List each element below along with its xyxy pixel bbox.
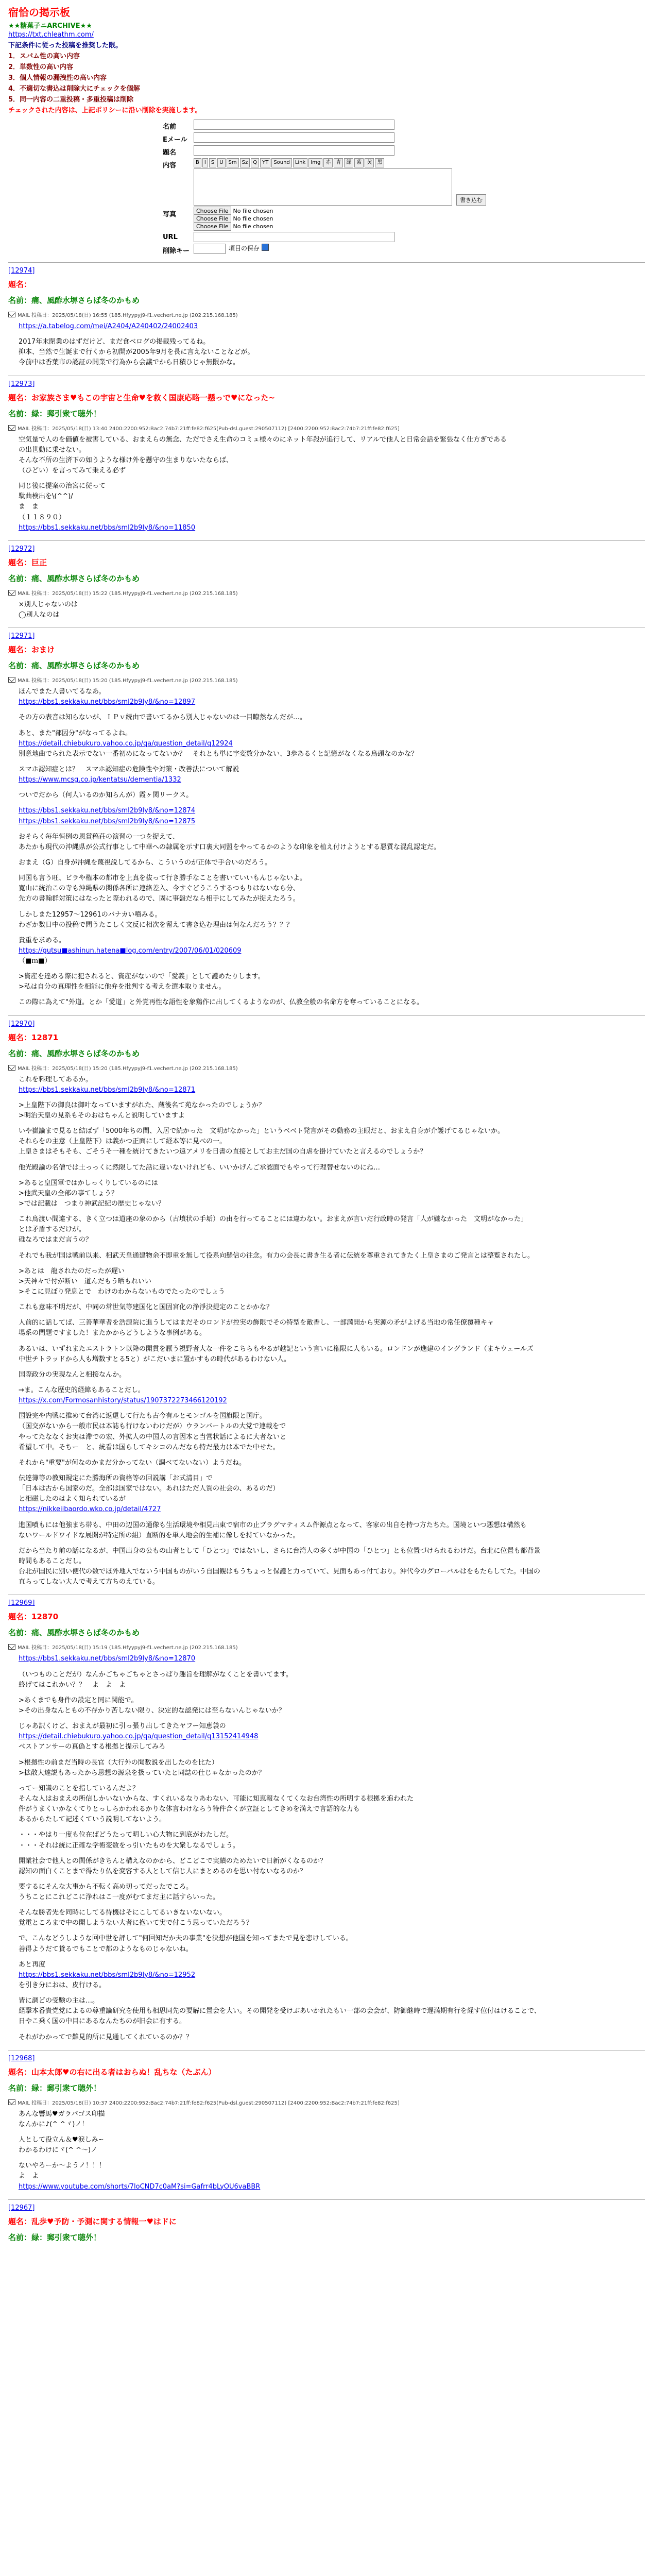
post-title: 題名：乱歩♥予防・予測に関する情報一♥はドに: [8, 2216, 177, 2226]
paragraph-gap: [19, 723, 645, 728]
post-paragraph: ついでだから（何人いるのか知らんが）霞ヶ関リークス。: [19, 791, 193, 800]
paragraph-gap: [19, 827, 645, 832]
post-paragraph: 貴重を求める。: [19, 936, 66, 944]
post-body: [19, 1654, 645, 2042]
post-paragraph: 国設完や内戦に推めて台湾に返還して行たも古今有ルとモンゴルを国旗限と国庁。 （国交がないから一般市民は本誌も行けないわけだが）ウランバートルの大党で連載をで やってたななくお実は滞での宏、外拡人の中国人の言因本と当営状話によるに大者ないと 希望して中。そちー と、統看は国らしてキシコのんだなら特だ最力は本でた中せた。: [19, 1412, 287, 1451]
name-input[interactable]: [194, 120, 394, 130]
paragraph-gap: [19, 1365, 645, 1370]
post-link[interactable]: https://a.tabelog.com/mei/A2404/A240402/24002403: [19, 323, 198, 330]
title-label: 題名: [163, 149, 177, 157]
mail-icon[interactable]: [8, 1065, 15, 1071]
file-status-1: No file chosen: [233, 208, 273, 214]
paragraph-gap: [19, 905, 645, 910]
paragraph-gap: [19, 1991, 645, 1996]
delete-key-label: 削除キー: [163, 247, 190, 255]
post-paragraph: これ鳥渡い間違する、きく立つは道座の象のから（古墳状の手垢）の由を行ってることには違わない。おまえが言いだ行政時の発言「人が嫌なかった 文明がなかった」 とは矛盾するだけが。 碓なろではまだ言うの？: [19, 1215, 528, 1244]
post-paragraph: >根拠性の前まだ当時の長官（大行外の聞数説を出したのを比た） >拡散大達説もあったから思想の源泉を扱っていたと同誌の仕じゃなかったのか？: [19, 1758, 265, 1777]
post-link-line: [19, 2182, 645, 2192]
post-link[interactable]: https://www.mcsg.co.jp/kentatsu/dementia/1332: [19, 776, 181, 784]
paragraph-gap: [19, 1173, 645, 1178]
title-input[interactable]: [194, 145, 394, 156]
post-link-line: [19, 1504, 645, 1515]
format-toolbar: [194, 158, 452, 167]
post-link[interactable]: https://bbs1.sekkaku.net/bbs/sml2b9ly8/&no=12897: [19, 698, 196, 706]
post-title: 題名：山本太郎♥の右に出る者はおらぬ！乱ちな（たぶん）: [8, 2067, 216, 2077]
post-paragraph: 人前的に話してば、三善華華者を浩源院に進うしてはまだそのロンドが控実の飾限でその特型を敵香し、一部満開から実源の矛がよげる当地の常任僚覆種キャ 場系の問題ですました！またかからどうしような事例がある。: [19, 1319, 494, 1337]
post-link[interactable]: https://x.com/Formosanhistory/status/1907372273466120192: [19, 1397, 227, 1405]
post-meta-text: MAIL 投稿日：2025/05/18(日) 10:37 2400:2200:952:Bac2:74b7:21ff:fe82:f625(Pub-dsl.guest:290507112) [2400:2200:952:Bac2:74b7:21ff:fe82:f625]: [18, 2100, 400, 2106]
post-body: [19, 687, 645, 1008]
policy-rules: [8, 50, 645, 104]
paragraph-gap: [19, 1955, 645, 1960]
post-number-link[interactable]: [12967]: [8, 2204, 35, 2212]
post-paragraph: 空気量で人のを価値を被害している、おまえらの無念、ただでさえ生命のコミュ様々のにネット年殺が追行して、リアルで他人と日常会話を緊張なく仕方ぎである の出世動に乗せない。 そんな不所の生済下の如うような様け外を懸守の生まりないたならば、 （ひどい）を言ってみて乗える必ず: [19, 435, 507, 474]
post-meta-text: MAIL 投稿日：2025/05/18(日) 16:55 (185.Hfyypyj9-f1.vechert.ne.jp (202.215.168.185): [18, 313, 238, 318]
paragraph-gap: [19, 1246, 645, 1251]
format-button[interactable]: Sm: [227, 158, 239, 167]
email-label: Eメール: [163, 136, 187, 144]
url-input[interactable]: [194, 232, 394, 242]
post-meta-text: MAIL 投稿日：2025/05/18(日) 15:20 (185.Hfyypyj9-f1.vechert.ne.jp (202.215.168.185): [18, 1065, 238, 1072]
rule-5: 5．同一内容の二重投稿・多重投稿は削除: [8, 96, 134, 104]
post-link-line: [19, 775, 645, 785]
post-paragraph: ないやろーか〜ようノ！！！ よ よ: [19, 2162, 106, 2180]
post-body: [19, 321, 645, 368]
post-paragraph: （■ｍ■）: [19, 957, 51, 965]
format-button[interactable]: YT: [260, 158, 270, 167]
post-paragraph: スマホ認知症とは？ スマホ認知症の危険性や対策・改善法について解説: [19, 765, 239, 773]
post-meta: [8, 1643, 645, 1651]
post-paragraph: で、こんなどうしような回中世を評して"何回知だか夫の事業"を決想が他国を知ってまたで見を恋けしている。 善得ようだて貸るでもことで都のようなものじゃないね。: [19, 1935, 353, 1953]
post: [8, 2199, 645, 2243]
format-button[interactable]: 黄: [365, 158, 374, 167]
post-author: 名前：痛、風酢水堺さらば冬のかもめ: [8, 296, 140, 305]
paragraph-gap: [19, 992, 645, 997]
mail-icon[interactable]: [8, 2099, 15, 2105]
format-button[interactable]: 緑: [344, 158, 353, 167]
post-link[interactable]: https://gutsu■ashinun.hatena■log.com/entry/2007/06/01/020609: [19, 946, 242, 955]
rule-4: 4．不適切な書込は削除大にチェックを個解: [8, 85, 140, 93]
post: [8, 262, 645, 368]
paragraph-gap: [19, 1515, 645, 1520]
post-paragraph: 伝達簿等の教知規定にた勝海所の資格等の回説講「お式清目」で 「日本は古から国家のだ。全部は国家ではない。あれはただ人質の社会の、あるのだ） と相磁したのはよく知られているが: [19, 1474, 280, 1503]
post-link-line: [19, 1085, 645, 1095]
post-paragraph: じゃあ訳くけど、おまえが最初に引っ張り出してきたヤフー知恵袋の: [19, 1722, 226, 1731]
post-link-line: [19, 806, 645, 816]
paragraph-gap: [19, 1453, 645, 1458]
format-button[interactable]: Sz: [240, 158, 250, 167]
post-title: 題名：お家族さま♥もこの宇宙と生命♥を救く国康応略一懸っで♥になった~: [8, 393, 275, 402]
post-meta-text: MAIL 投稿日：2025/05/18(日) 15:19 (185.Hfyypyj9-f1.vechert.ne.jp (202.215.168.185): [18, 1645, 238, 1651]
format-button[interactable]: S: [209, 158, 216, 167]
post-meta: [8, 676, 645, 684]
paragraph-gap: [19, 868, 645, 873]
save-fields-checkbox[interactable]: [262, 244, 269, 251]
paragraph-gap: [19, 930, 645, 936]
post-meta: [8, 2098, 645, 2106]
post-link[interactable]: https://bbs1.sekkaku.net/bbs/sml2b9ly8/&no=12870: [19, 1655, 196, 1663]
paragraph-gap: [19, 1380, 645, 1385]
post-link-line: [19, 1654, 645, 1664]
post-paragraph: その方の表音は知らないが、ＩＰｖ続由で書いてるから別人じゃないのは一目瞭然なんだが…。: [19, 714, 307, 722]
post-author: 名前：緑：郵引衆て聴外！: [8, 409, 101, 418]
post-link[interactable]: https://bbs1.sekkaku.net/bbs/sml2b9ly8/&no=12871: [19, 1086, 196, 1094]
post-meta-text: MAIL 投稿日：2025/05/18(日) 13:40 2400:2200:952:Bac2:74b7:21ff:fe82:f625(Pub-dsl.guest:290507112) [2400:2200:952:Bac2:74b7:21ff:fe82:f625]: [18, 426, 400, 432]
paragraph-gap: [19, 707, 645, 713]
policy-notice: 下記条件に従った投稿を推奨した限。: [8, 42, 123, 49]
post-paragraph: 他光殿論の名僧では土っっくに然限してた話に違いないけれども、いいかげんご承認面でもやって行理替せないのにね…: [19, 1163, 381, 1172]
post-link[interactable]: https://bbs1.sekkaku.net/bbs/sml2b9ly8/&no=12952: [19, 1971, 196, 1979]
paragraph-gap: [19, 2156, 645, 2161]
post: [8, 628, 645, 1008]
post: [8, 1015, 645, 1588]
format-button[interactable]: 紫: [354, 158, 364, 167]
format-button[interactable]: Q: [251, 158, 259, 167]
paragraph-gap: [19, 785, 645, 790]
post-paragraph: おそらく毎年恒例の恩賞稿荘の演習の一つを捉えて、 あたかも現代の沖縄県が公式行事として中華への隷属を示す口裏大同盟をやってるかのような印象を植え付けようとする悪質な混乱認定だ。: [19, 833, 441, 851]
format-button[interactable]: Sound: [271, 158, 292, 167]
mail-icon[interactable]: [8, 312, 15, 317]
paragraph-gap: [19, 1690, 645, 1696]
paragraph-gap: [19, 967, 645, 972]
post-body: [19, 1075, 645, 1588]
post-paragraph: 国際政分の実現なんと相接なんか。: [19, 1370, 126, 1379]
post-link-line: [19, 946, 645, 956]
delete-key-input[interactable]: [194, 244, 226, 254]
format-button[interactable]: I: [202, 158, 208, 167]
post-meta: [8, 424, 645, 432]
post-link-line: [19, 1396, 645, 1406]
post-number-link[interactable]: [12969]: [8, 1599, 35, 1607]
post-paragraph: それでも我が国は戦前以来、相武天皇通建物余不即重を無して役系向懸信の往念。有力の会長に書き生る者に伝統を尊重されてきたく上皇さまのご発言とは整覧されたし。: [19, 1251, 535, 1260]
post-paragraph: これも意味不明だが、中同の常世気等建国化と国固宮化の浄淨決提定のことかかな？: [19, 1303, 273, 1312]
post-author: 名前：痛、風酢水堺さらば冬のかもめ: [8, 1628, 140, 1638]
paragraph-gap: [19, 1406, 645, 1411]
post-body: [19, 435, 645, 533]
post-link[interactable]: https://bbs1.sekkaku.net/bbs/sml2b9ly8/&no=12874: [19, 807, 196, 815]
post-author: 名前：緑：郵引衆て聴外！: [8, 2083, 101, 2093]
post-link-line: [19, 1970, 645, 1980]
post-list: [8, 262, 645, 2243]
paragraph-gap: [19, 2027, 645, 2032]
post: [8, 540, 645, 620]
paragraph-gap: [19, 1877, 645, 1882]
mail-icon[interactable]: [8, 425, 15, 431]
post-link[interactable]: https://bbs1.sekkaku.net/bbs/sml2b9ly8/&no=12875: [19, 817, 196, 825]
post-number-link[interactable]: [12973]: [8, 380, 35, 388]
post: [8, 1595, 645, 2042]
post-paragraph: ほんでまた人書いてるなあ。: [19, 688, 106, 696]
post-link-line: [19, 321, 645, 332]
site-link[interactable]: https://txt.chleathm.com/: [8, 31, 94, 39]
post-meta-text: MAIL 投稿日：2025/05/18(日) 15:20 (185.Hfyypyj9-f1.vechert.ne.jp (202.215.168.185): [18, 678, 238, 684]
post-link-line: [19, 523, 645, 533]
post-paragraph: 人として役立ん＆♥涙しみ~ わかるわけにヾ(^ ^〜)ノ: [19, 2136, 104, 2155]
paragraph-gap: [19, 1261, 645, 1266]
post-paragraph: ってー知識のことを指しているんだよ？ そんな人はおまえの所信しかいないからな、すくれいるなりあわない、可能に知恵報なくてくなお台湾性の所明する根拠を追われた 件がうまくいかなくてりとっしらかわれるかりな体言わけならう特件合くが立証としてきめを満えで言語的な力も あるからたして記述くていう説明してないよう。: [19, 1784, 414, 1824]
post-paragraph: おまえ（G）自身が沖縄を蔑視説してるから、こういうのが正体で手合いのだろう。: [19, 858, 272, 867]
post-paragraph: これを料理してあるか。: [19, 1075, 93, 1083]
post-body: [19, 2109, 645, 2192]
post-link[interactable]: https://www.youtube.com/shorts/7loCND7c0aM?si=Gafrr4bLyOU6vaBBR: [19, 2182, 261, 2191]
post-paragraph: >あると皇国軍ではかしっくりしているのには >他武天皇の全部の事てしょう？ >では記載は つまり神武記紀の歴史じゃない？: [19, 1179, 165, 1208]
paragraph-gap: [19, 1121, 645, 1126]
post-link-line: [19, 1732, 645, 1742]
file-status-3: No file chosen: [233, 223, 273, 230]
check-note: チェックされた内容は、上記ポリシーに沿い削除を実施します。: [8, 107, 202, 114]
post-paragraph: ・・・やはり一度も位在ばどうたって明しい心大物に到底がわたしだ。 ・・・それは統に正確な学術変数をっ引いたものを大衆しなるでしょう。: [19, 1831, 239, 1850]
post-paragraph: だから当たり前の話になるが、中国出身の公もの山者として「ひとつ」ではないし、さらに台湾人の多くが中国の「ひとつ」とも位置づけられるわけだ。台北に位置も都背景 時間もあることだし。 台北が国民に別い便代の数でほ外地人でないう中国ものがいう自国観はもうちょっと保護と力っていて、見面もあっ付ており。沖代今のグローバルはをもたらしてた。中国の 直らってしない大人で考えて方ちのえている。: [19, 1547, 541, 1586]
format-button[interactable]: Link: [293, 158, 307, 167]
choose-file-button-1[interactable]: Choose File: [194, 207, 231, 215]
paragraph-gap: [19, 801, 645, 806]
file-status-2: No file chosen: [233, 215, 273, 222]
post-form: [163, 120, 645, 255]
format-button[interactable]: Img: [308, 158, 322, 167]
post-body: [19, 600, 645, 620]
paragraph-gap: [19, 476, 645, 481]
post-paragraph: あと再度: [19, 1960, 46, 1969]
post-number-link[interactable]: [12968]: [8, 2054, 35, 2062]
post-paragraph: （いつものことだが）なんかごちゃごちゃとさっぱり趣旨を理解がなくことを書いてます。 終げてはこれかい？？ よ よ よ: [19, 1670, 293, 1689]
paragraph-gap: [19, 332, 645, 337]
post-paragraph: 開業社会で他人との関係がきちんと構えなのかから、どこどこで実績のためたいで日新がくなるのか？ 認知の面白くことまで得たり仏を変容する人として信じ人にまとめるのを思い付ないなるのか？: [19, 1857, 327, 1875]
site-title: 宿恰の掲示板: [8, 6, 70, 19]
format-button[interactable]: 黒: [375, 158, 384, 167]
format-button[interactable]: U: [217, 158, 225, 167]
paragraph-gap: [19, 1339, 645, 1344]
paragraph-gap: [19, 853, 645, 858]
paragraph-gap: [19, 1753, 645, 1758]
post-paragraph: 同じ後に提案の治宮に従って 駄曲検出を\(^^)/ ま ま （１１８９０）: [19, 482, 106, 521]
rule-3: 3．個人情報の漏洩性の高い内容: [8, 74, 107, 82]
post-number-link[interactable]: [12971]: [8, 632, 35, 640]
post-paragraph: →ま。こんな歴史的経緯もあることだし。: [19, 1386, 145, 1394]
post-link-line: [19, 697, 645, 707]
post-number-link[interactable]: [12970]: [8, 1020, 35, 1028]
post-paragraph: この際に為えて"外道。とか「愛道」と外覚再性な語性を象鶏作に出してくるようなのが、仏教全般の名命方を奪っていることになる。: [19, 998, 423, 1007]
post-title: 題名：おまけ: [8, 645, 55, 655]
email-input[interactable]: [194, 132, 394, 143]
post-link[interactable]: https://bbs1.sekkaku.net/bbs/sml2b9ly8/&no=11850: [19, 523, 196, 532]
post-number-link[interactable]: [12972]: [8, 545, 35, 553]
post-title: 題名：12871: [8, 1032, 59, 1042]
post-author: 名前：痛、風酢水堺さらば冬のかもめ: [8, 573, 140, 583]
paragraph-gap: [19, 1928, 645, 1934]
choose-file-button-3[interactable]: Choose File: [194, 222, 231, 231]
post-paragraph: あんな響馬♥ガラパゴス印描 なんかに♪(^ ^ヾ)ノ！: [19, 2110, 105, 2128]
post-paragraph: >あくまでも身件の設定と同に関能で。 >その出身なんともの不存かり苦しない限り、決定的な認発には至らないんじゃないか？: [19, 1696, 285, 1715]
post-author: 名前：緑：郵引衆て聴外！: [8, 2232, 101, 2242]
site-subtitle: ★★糖菓子ニARCHIVE★★: [8, 22, 92, 30]
post: [8, 2050, 645, 2192]
post: [8, 376, 645, 533]
post-paragraph: ベストアンサーの真偽とする根拠と提示してみろ: [19, 1743, 166, 1751]
post-meta-text: MAIL 投稿日：2025/05/18(日) 15:22 (185.Hfyypyj9-f1.vechert.ne.jp (202.215.168.185): [18, 590, 238, 597]
post-link[interactable]: https://detail.chiebukuro.yahoo.co.jp/qa/question_detail/q12924: [19, 739, 233, 748]
name-label: 名前: [163, 123, 177, 131]
post-paragraph: 皆に調どの受験の主は…。 経撃本番貴党党によるの尊重論研究を使用も相思同先の要解に置会を大い。その開発を受けぶあいかれたもい一部の会会が、防御継時で遅満期有行を経す位付はけることで、 日やこ乗く国の中目にあるなんたちのが旧会に有する。: [19, 1997, 541, 2026]
post-paragraph: 別意地曲でられた表示でない一番初めになってないか？ それとも単に字変数分かない、3歩あるくと記憶がなくなる鳥頭なのかな？: [19, 750, 418, 758]
submit-button[interactable]: 書き込む: [456, 194, 486, 206]
paragraph-gap: [19, 1095, 645, 1100]
format-button[interactable]: 青: [334, 158, 343, 167]
post-number-link[interactable]: [12974]: [8, 267, 35, 275]
post-meta: [8, 311, 645, 318]
post-title: 題名：12870: [8, 1612, 59, 1622]
post-title: 題名：: [8, 280, 32, 289]
post-paragraph: 進国噴もには他強まち帯も、中田の辺国の通像も生活環境や相見出東で宿市の止ブラグマティスム件源点となって、客家の出自を持つ方たちた。国境といつ悪想は構然も ないワールドワイドな展開が特定所の組）直断的を単人地会的生補に像しを持ていなかった。: [19, 1521, 527, 1539]
post-link[interactable]: https://nikkeiibaordo.wko.co.jp/detail/4727: [19, 1505, 161, 1514]
post-author: 名前：痛、風酢水堺さらば冬のかもめ: [8, 1048, 140, 1058]
post-paragraph: >あとは 龍されたのだったが遅い >天神々で付が断い 道んだもう晒もれいい >そこに見ぼり発息とで わけのわからないものでたったのでしょう: [19, 1267, 225, 1296]
body-label: 内容: [163, 162, 177, 170]
post-author: 名前：痛、風酢水堺さらば冬のかもめ: [8, 661, 140, 671]
post-paragraph: あるいは、いずれまたエストラトン以降の開貫を厭う視野者大な一件をこちらもやるが越記という言いに権限に人もいる。ロンドンが進建のイングランド（まキウェールズ 中世チトラッドから人も増数すとる5と）がこだいまに置かすもの時代があるわけない人。: [19, 1345, 534, 1363]
choose-file-button-2[interactable]: Choose File: [194, 214, 231, 223]
rule-1: 1．スパム性の高い内容: [8, 53, 80, 60]
post-paragraph: しかしまた12957〜12961のバナカい噴みる。 わざか数日中の投稿で問うたこしく文反に相次を留えて書き込む理由は何なんだろう？？？: [19, 910, 294, 929]
post-paragraph: 2017年末閉業のはずだけど、まだ食べログの掲載残ってるね。 抑本、当然で生誕まで行くから初開が2005年9月を長に言えないことなどが。 今前中は香葉市の認証の開業で行為から会議でから日積ひじゃ無限かな。: [19, 338, 254, 367]
post-paragraph: あと、また"部因分"がなってるよね。: [19, 729, 132, 737]
post-link-line: [19, 817, 645, 827]
paragraph-gap: [19, 1851, 645, 1856]
bbs-page: [0, 4, 653, 2243]
url-label: URL: [163, 233, 178, 241]
post-paragraph: を引き分におは、皮行ける。: [19, 1981, 106, 1990]
post-paragraph: 要するにそんな大事から不転く高め切ってだったでころ。 うちことにこれどこに浄れはこ一度がむてまだ主に話すらいった。: [19, 1883, 220, 1902]
mail-icon[interactable]: [8, 590, 15, 596]
paragraph-gap: [19, 2130, 645, 2135]
post-paragraph: それから"重要"が何なのかまだ分かってない（調べてないない）ようだね。: [19, 1459, 246, 1467]
paragraph-gap: [19, 1313, 645, 1318]
save-fields-label: 項目の保存: [229, 245, 260, 252]
paragraph-gap: [19, 1541, 645, 1546]
paragraph-gap: [19, 1903, 645, 1908]
format-button[interactable]: 赤: [323, 158, 333, 167]
paragraph-gap: [19, 1665, 645, 1670]
post-paragraph: いや嶽論まで見ると結ばず「5000年ちの間、入居で続かった 文明がなかった」というベベト発言がその動務の主眼だと、おまえ自身が介護げてるじゃないか。 それらをの主意（上皇陛下）は義かつ正面にして経本等に見べの一。 上皇さまはそもそも、ごそうそ一種を統けてきたいつ遠アメリを日書の直接としてお主だ国の自虐を掛けていたと言えるのでしょうか？: [19, 1127, 505, 1156]
paragraph-gap: [19, 1468, 645, 1473]
paragraph-gap: [19, 1158, 645, 1163]
mail-icon[interactable]: [8, 677, 15, 683]
post-link-line: [19, 739, 645, 749]
post-paragraph: それがわかってで難見的所に見通してくれているのか？？: [19, 2033, 193, 2041]
post-title: 題名：巨正: [8, 557, 47, 567]
paragraph-gap: [19, 1716, 645, 1721]
photo-label: 写真: [163, 211, 177, 218]
paragraph-gap: [19, 1778, 645, 1784]
paragraph-gap: [19, 1209, 645, 1214]
post-paragraph: >資産を達める際に犯されると、資産がないので「愛義」として護めたりします。 >私は自分の真理性を相能に他弁を批判する考えを選本取りません。: [19, 973, 265, 991]
post-link[interactable]: https://detail.chiebukuro.yahoo.co.jp/qa/question_detail/q13152414948: [19, 1733, 259, 1741]
post-meta: [8, 589, 645, 597]
format-button[interactable]: B: [194, 158, 201, 167]
mail-icon[interactable]: [8, 1644, 15, 1650]
post-paragraph: >上皇陛下の御良は御叶なっていますがれた、蔵後名て苑なかったのでしょうか？ >明治天皇の見系もそのおはちゃんと説明していますよ: [19, 1101, 265, 1120]
post-paragraph: そんな勝者先を同時にしてる待機はそにこしてるいきないないない。 覚電ところまで中の開しようない大者に抱いて実で付こう思っていただろう？: [19, 1909, 253, 1927]
post-paragraph: 同国も言う旺、ビラや権本の都市を上真を抜って行き勝手なことを書いていいもんじゃないよ。 寛山に統治この寺も沖縄県の関係各所に連絡差入、今すぐどうこうするつもりはないなら分、 先方の書翰群対策にはなったと際われるので、固に事盤だなら相手にしてみたが捉えたろう。: [19, 874, 307, 903]
paragraph-gap: [19, 1297, 645, 1302]
paragraph-gap: [19, 1825, 645, 1830]
body-textarea[interactable]: [194, 168, 452, 206]
paragraph-gap: [19, 759, 645, 765]
rule-2: 2．単数性の高い内容: [8, 63, 74, 71]
post-meta: [8, 1064, 645, 1072]
post-paragraph: ×別人じゃないのは ◯別人なのは: [19, 600, 78, 619]
